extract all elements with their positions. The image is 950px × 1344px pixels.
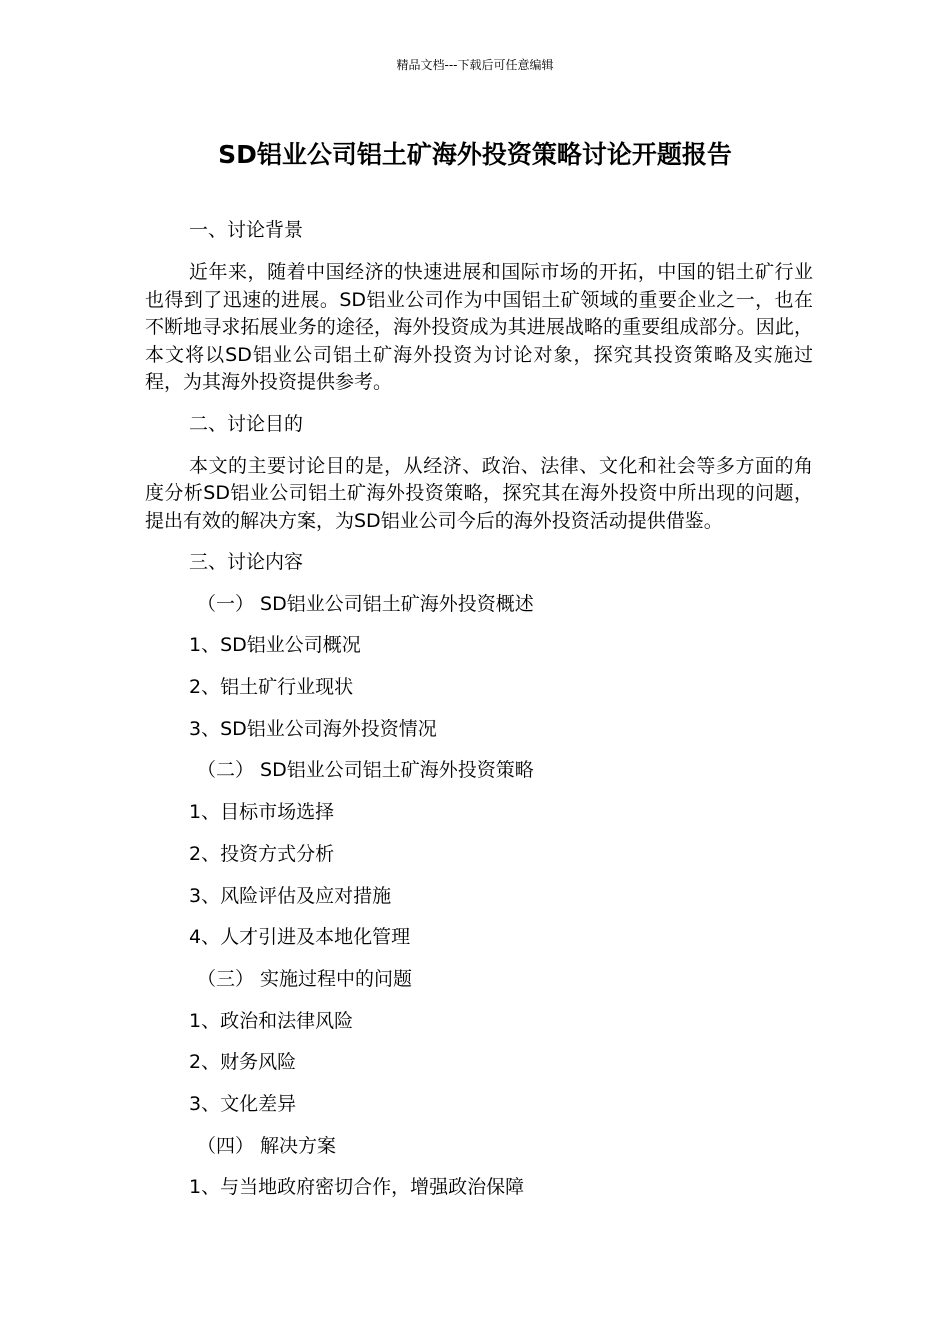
outline-subsection: （四） 解决方案 [197, 1134, 337, 1157]
section-heading-purpose: 二、讨论目的 [189, 412, 304, 435]
outline-subsection: （一） SD铝业公司铝土矿海外投资概述 [197, 592, 534, 615]
section-heading-content: 三、讨论内容 [189, 551, 304, 573]
outline-item: 2、铝土矿行业现状 [189, 676, 354, 699]
outline-item: 2、投资方式分析 [189, 842, 335, 865]
outline-item: 1、与当地政府密切合作，增强政治保障 [189, 1176, 525, 1199]
section-heading-background: 一、讨论背景 [189, 219, 304, 241]
outline-item: 1、SD铝业公司概况 [189, 634, 361, 657]
outline-item: 3、文化差异 [189, 1092, 297, 1115]
outline-item: 4、人才引进及本地化管理 [189, 926, 411, 949]
outline-item: 1、目标市场选择 [189, 801, 335, 824]
document-body [145, 216, 813, 1215]
outline-item: 2、财务风险 [189, 1051, 297, 1074]
purpose-paragraph: 本文的主要讨论目的是，从经济、政治、法律、文化和社会等多方面的角度分析SD铝业公司铝土矿海外投资策略，探究其在海外投资中所出现的问题，提出有效的解决方案，为SD铝业公司今后的海外投资活动提供借鉴。 [145, 454, 813, 532]
outline-item: 3、SD铝业公司海外投资情况 [189, 717, 437, 740]
outline-item: 1、政治和法律风险 [189, 1009, 354, 1032]
outline-subsection: （二） SD铝业公司铝土矿海外投资策略 [197, 759, 534, 782]
page-header: 精品文档---下载后可任意编辑 [396, 58, 554, 72]
content-outline [145, 590, 813, 1215]
outline-subsection: （三） 实施过程中的问题 [197, 967, 413, 990]
document-title: SD铝业公司铝土矿海外投资策略讨论开题报告 [218, 140, 732, 169]
outline-item: 3、风险评估及应对措施 [189, 884, 392, 907]
background-paragraph: 近年来，随着中国经济的快速进展和国际市场的开拓，中国的铝土矿行业也得到了迅速的进展。SD铝业公司作为中国铝土矿领域的重要企业之一，也在不断地寻求拓展业务的途径，海外投资成为其进展战略的重要组成部分。因此，本文将以SD铝业公司铝土矿海外投资为讨论对象，探究其投资策略及实施过程，为其海外投资提供参考。 [145, 261, 813, 393]
